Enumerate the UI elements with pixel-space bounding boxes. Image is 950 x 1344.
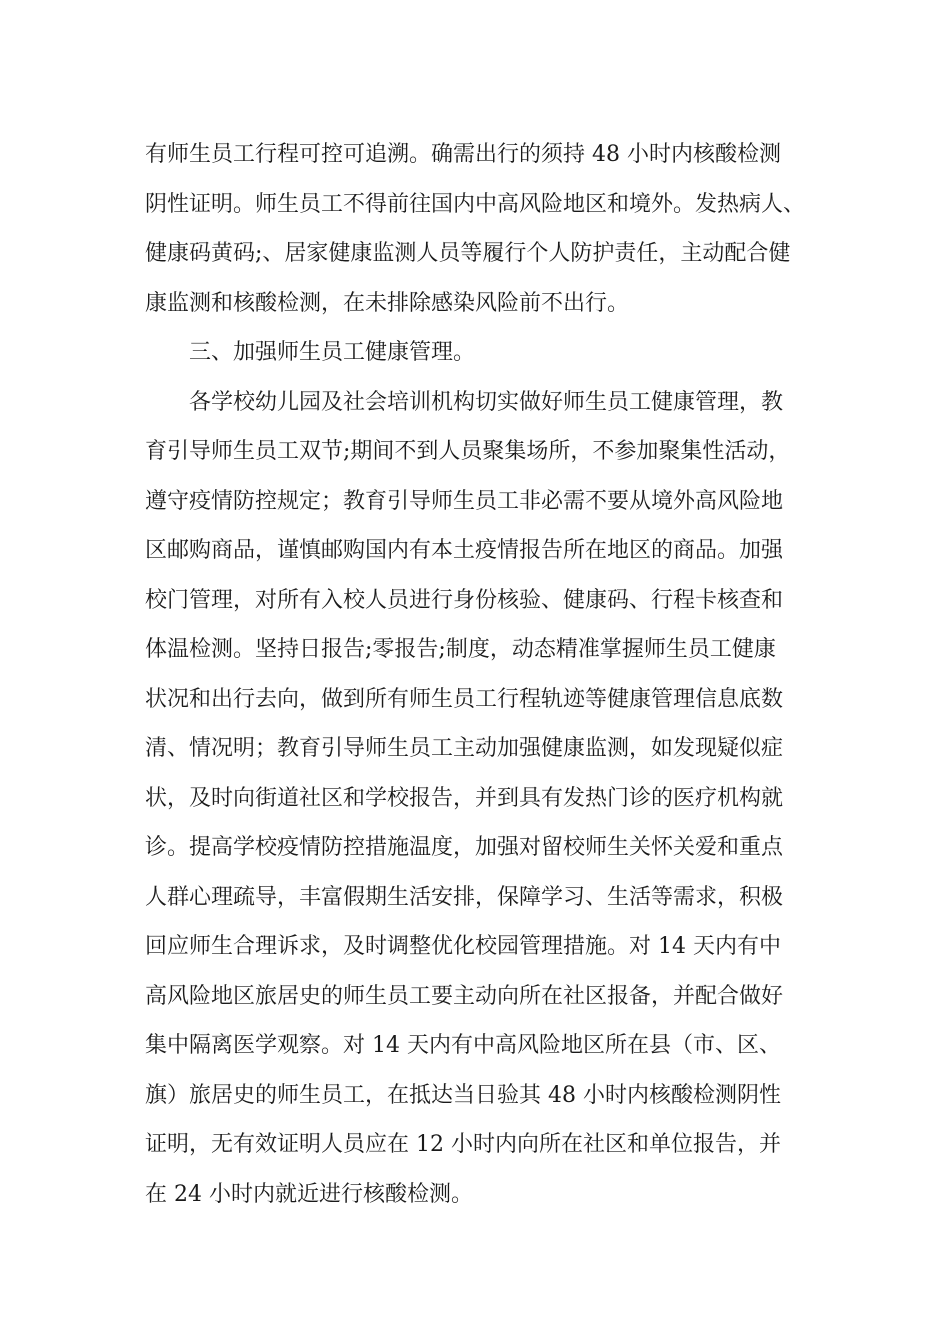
text-line: 旗）旅居史的师生员工，在抵达当日验其 48 小时内核酸检测阴性 bbox=[145, 1082, 781, 1108]
text-line: 校门管理，对所有入校人员进行身份核验、健康码、行程卡核查和 bbox=[145, 587, 784, 613]
text-line: 证明，无有效证明人员应在 12 小时内向所在社区和单位报告，并 bbox=[145, 1132, 781, 1157]
text-line: 在 24 小时内就近进行核酸检测。 bbox=[145, 1181, 473, 1207]
text-line: 状况和出行去向，做到所有师生员工行程轨迹等健康管理信息底数 bbox=[145, 686, 784, 712]
text-line: 健康码黄码;、居家健康监测人员等履行个人防护责任，主动配合健 bbox=[145, 241, 791, 266]
text-line: 有师生员工行程可控可追溯。确需出行的须持 48 小时内核酸检测 bbox=[145, 142, 781, 167]
text-line: 体温检测。坚持日报告;零报告;制度，动态精准掌握师生员工健康 bbox=[145, 637, 776, 662]
paragraph-continued bbox=[145, 130, 810, 328]
text-line: 诊。提高学校疫情防控措施温度，加强对留校师生关怀关爱和重点 bbox=[145, 835, 784, 860]
text-line: 人群心理疏导，丰富假期生活安排，保障学习、生活等需求，积极 bbox=[145, 884, 784, 910]
text-line: 阴性证明。师生员工不得前往国内中高风险地区和境外。发热病人、 bbox=[145, 191, 806, 217]
text-line: 状，及时向街道社区和学校报告，并到具有发热门诊的医疗机构就 bbox=[145, 785, 784, 811]
text-line: 康监测和核酸检测，在未排除感染风险前不出行。 bbox=[145, 290, 630, 316]
text-line: 回应师生合理诉求，及时调整优化校园管理措施。对 14 天内有中 bbox=[145, 934, 781, 959]
text-line: 区邮购商品，谨慎邮购国内有本土疫情报告所在地区的商品。加强 bbox=[145, 538, 784, 563]
section-heading-text: 三、加强师生员工健康管理。 bbox=[189, 340, 476, 365]
text-line: 遵守疫情防控规定；教育引导师生员工非必需不要从境外高风险地 bbox=[145, 488, 784, 514]
section-heading bbox=[145, 328, 810, 378]
text-line: 清、情况明；教育引导师生员工主动加强健康监测，如发现疑似症 bbox=[145, 736, 784, 761]
text-line: 育引导师生员工双节;期间不到人员聚集场所，不参加聚集性活动， bbox=[145, 439, 791, 464]
paragraph-health-management bbox=[145, 378, 810, 1220]
text-line: 高风险地区旅居史的师生员工要主动向所在社区报备，并配合做好 bbox=[145, 983, 784, 1009]
text-line: 各学校幼儿园及社会培训机构切实做好师生员工健康管理，教 bbox=[189, 389, 784, 415]
text-line: 集中隔离医学观察。对 14 天内有中高风险地区所在县（市、区、 bbox=[145, 1033, 781, 1058]
